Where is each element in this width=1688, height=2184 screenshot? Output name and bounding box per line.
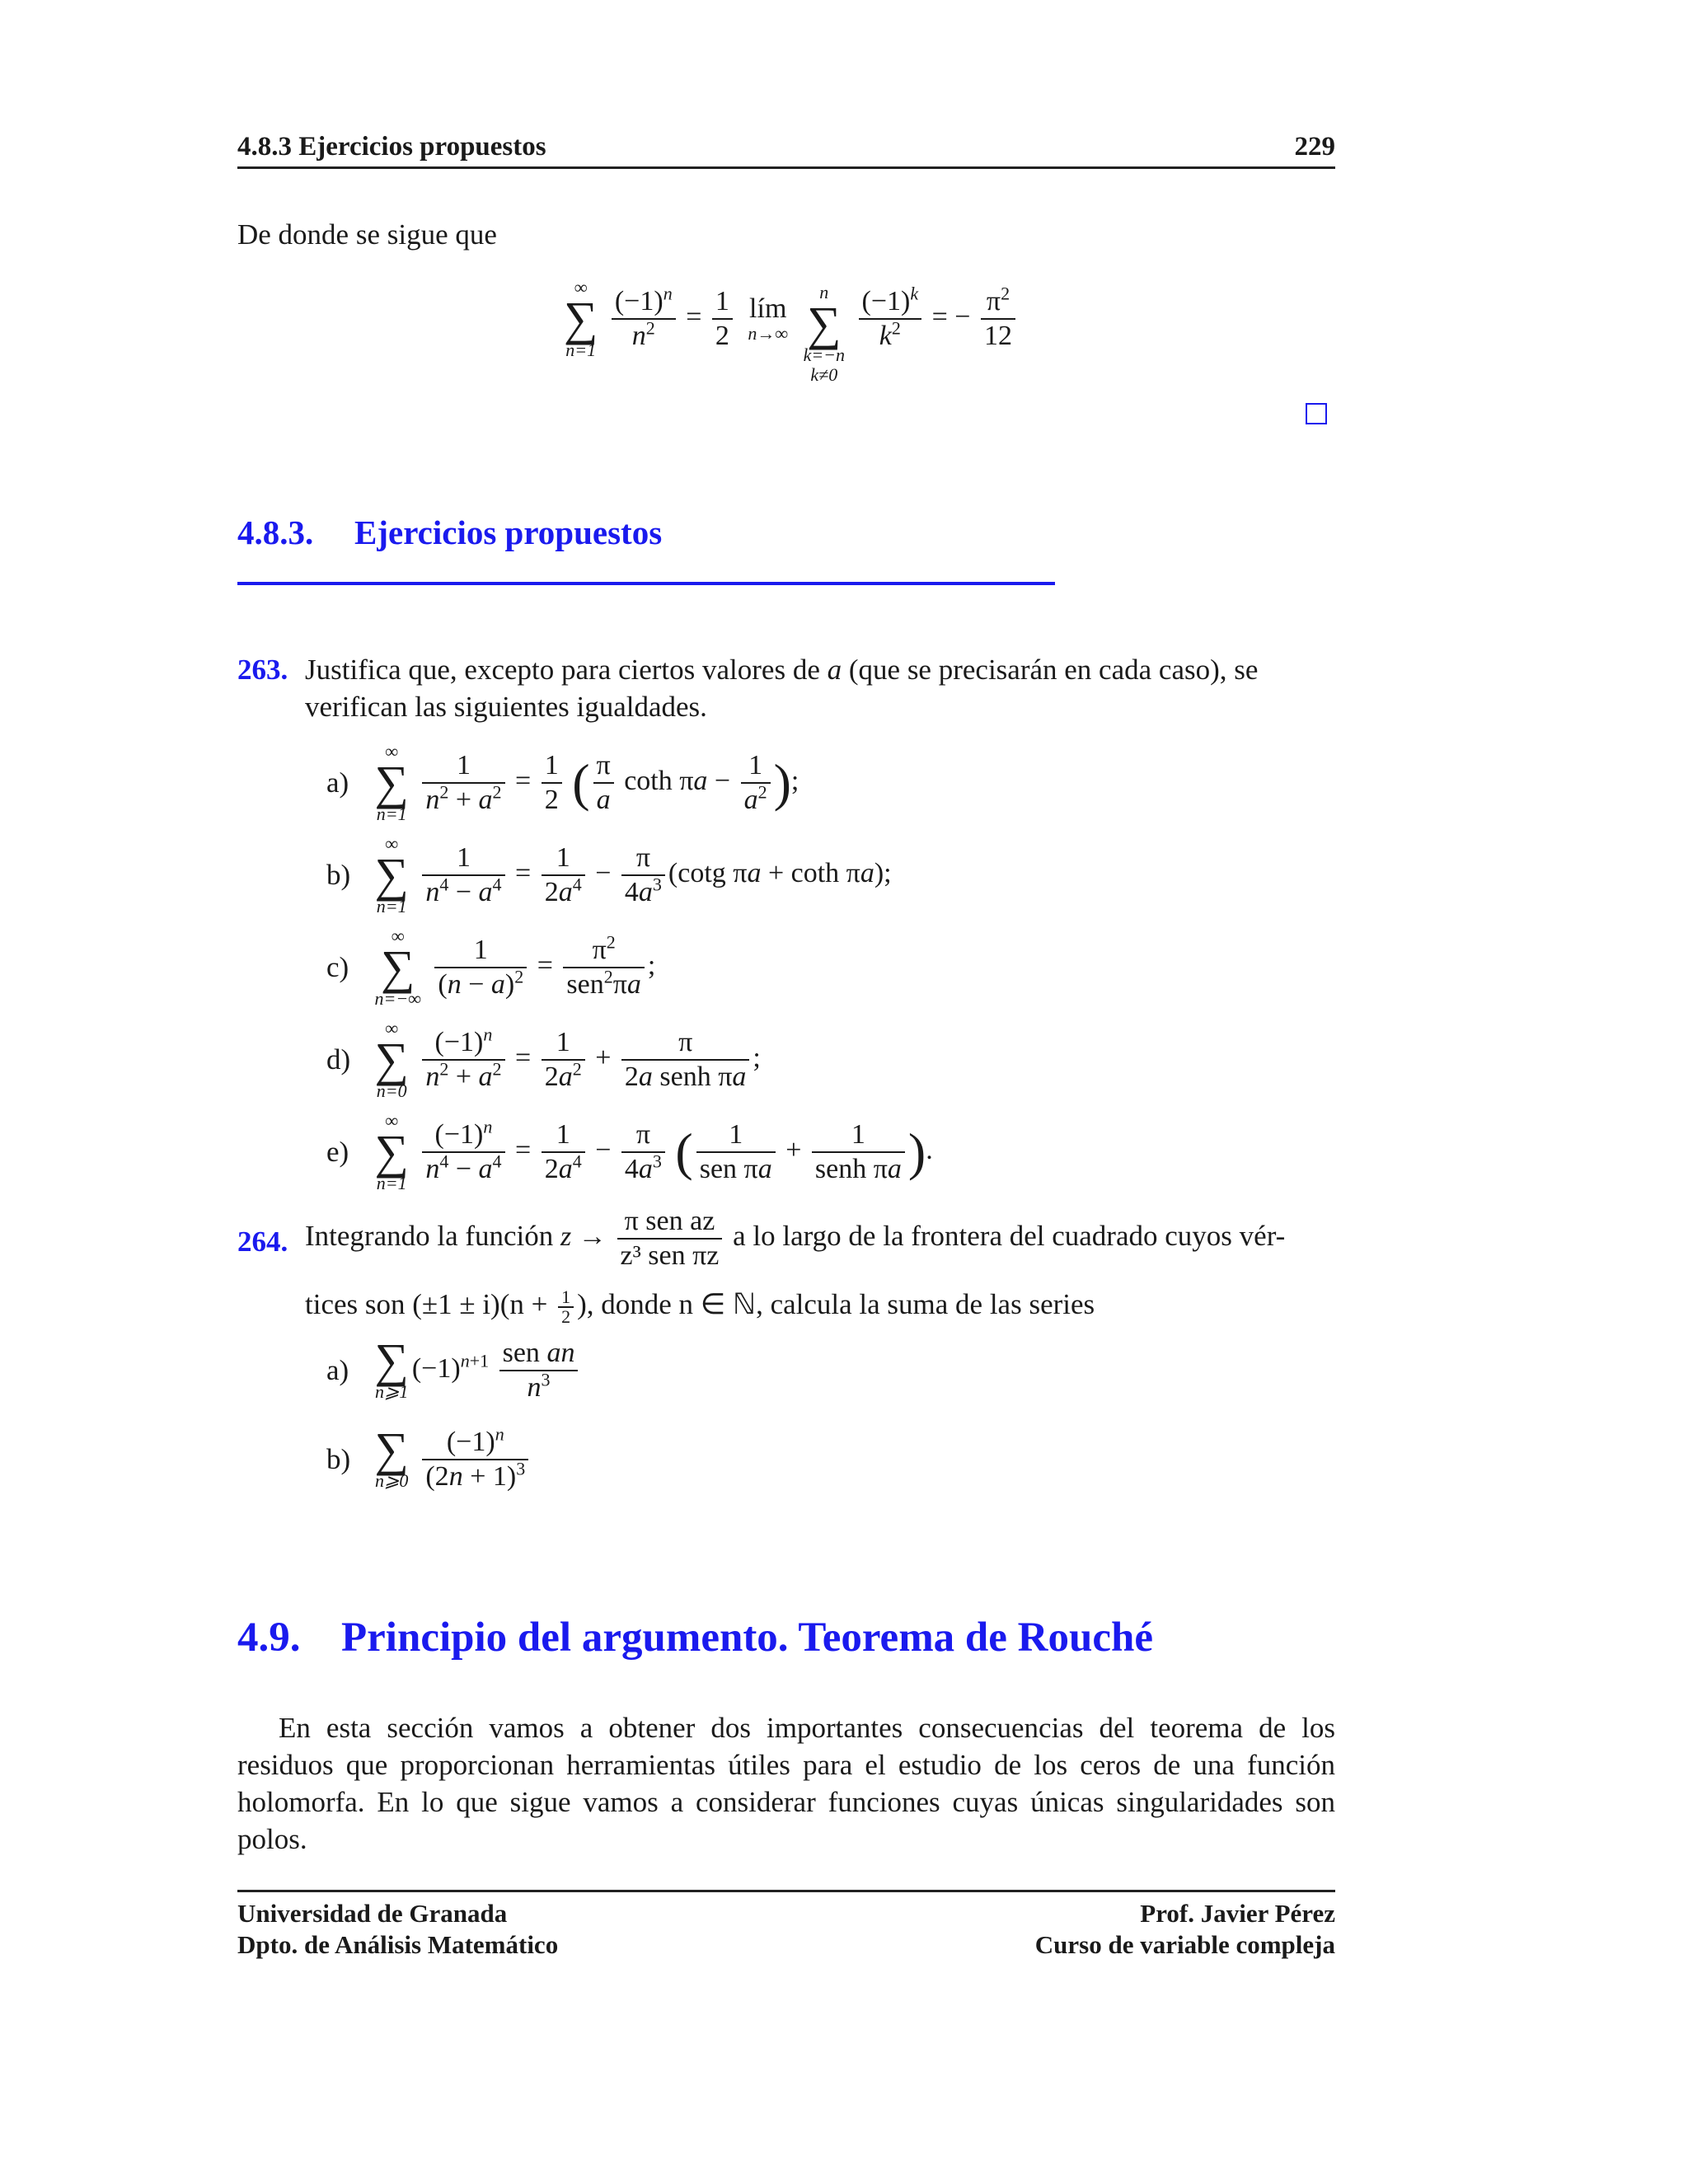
footer-left: Universidad de Granada Dpto. de Análisis Matemático [237, 1899, 559, 1959]
intro-text: De donde se sigue que [237, 218, 497, 251]
section-paragraph: En esta sección vamos a obtener dos importantes consecuencias del teorema de los residuos que proporcionan herramientas útiles para el estudio de los ceros de una función holomorfa. En lo que sigue vamos a considerar funciones cuyas únicas singularidades son polos. [237, 1712, 1335, 1855]
sum-symbol: ∞ ∑ n=1 [564, 277, 598, 360]
main-formula: ∞ ∑ n=1 $\frac{(-1)^n}{n^2}$ = $\frac{1}{2}$ lím n→∞ n ∑ k=−n k≠0 $\frac{(-1)^k}{k^2}$ = − $\frac{\pi^2}{12}$ [560, 268, 1019, 370]
limit: lím n→∞ [748, 293, 789, 344]
page-number: 229 [1294, 132, 1335, 162]
qed-square [1306, 403, 1327, 424]
section-heading: 4.9. Principio del argumento. Teorema de Rouché [237, 1615, 1154, 1661]
fraction: π sen az z³ sen πz [617, 1205, 723, 1272]
fraction: $\frac{(-1)^k}{k^2}$ [859, 285, 922, 353]
equation-item-c: c) ∞ ∑ n=−∞ $\frac{1}{(n - a)^2}$ = $\pi^2$ sen$^2$πa ; [326, 926, 656, 1009]
equation-item-b: b) ∞ ∑ n=1 $\frac{1}{n^4 - a^4}$ = $\frac{1}{2a^4}$ − $\frac{\pi}{4a^3}$ (cotg πa + coth πa); [326, 833, 892, 916]
equation-item-a: a) ∞ ∑ n=1 $\frac{1}{n^2 + a^2}$ = $\frac{1}{2}$ ( $\frac{\pi}{a}$ coth πa − $\frac{1}{a^2}$ ); [326, 741, 799, 824]
section-heading: 4.8.3. Ejercicios propuestos [237, 513, 663, 551]
sum-symbol: n ∑ k=−n k≠0 [803, 282, 846, 385]
fraction: $\frac{1}{2}$ [712, 285, 733, 353]
series-item-a: a) ∑ n⩾1 $(-1)^{n+1}$ sen an $n^3$ [326, 1337, 581, 1404]
section-rule [237, 582, 1055, 585]
running-header [237, 130, 1335, 166]
exercise-263: 263. Justifica que, excepto para ciertos valores de a (que se precisarán en cada caso), se verifican las siguientes igualdades. [237, 654, 1259, 723]
footer-right: Prof. Javier Pérez Curso de variable compleja [1034, 1899, 1335, 1959]
series-item-b: b) ∑ n⩾0 $\frac{(-1)^n}{(2n + 1)^3}$ [326, 1426, 532, 1493]
header-rule [237, 166, 1335, 169]
footer-rule [237, 1890, 1335, 1892]
fraction: $\frac{\pi^2}{12}$ [981, 285, 1015, 353]
fraction: $\frac{(-1)^n}{n^2}$ [612, 285, 676, 353]
running-title: 4.8.3 Ejercicios propuestos [237, 132, 546, 162]
exercise-264: 264. Integrando la función z → π sen az z³ sen πz a lo largo de la frontera del cuadrado cuyos vér- tices son (±1 ± i)(n + $\frac{1}{2}$ ), donde n ∈ ℕ, calcula la suma de las series [237, 1206, 1286, 1327]
equation-item-e: e) ∞ ∑ n=1 $\frac{(-1)^n}{n^4 - a^4}$ = $\frac{1}{2a^4}$ − $\frac{\pi}{4a^3}$ ( 1 sen πa + 1 senh πa ). [326, 1110, 933, 1193]
equation-item-d: d) ∞ ∑ n=0 $\frac{(-1)^n}{n^2 + a^2}$ = $\frac{1}{2a^2}$ + π 2a senh πa ; [326, 1018, 761, 1101]
